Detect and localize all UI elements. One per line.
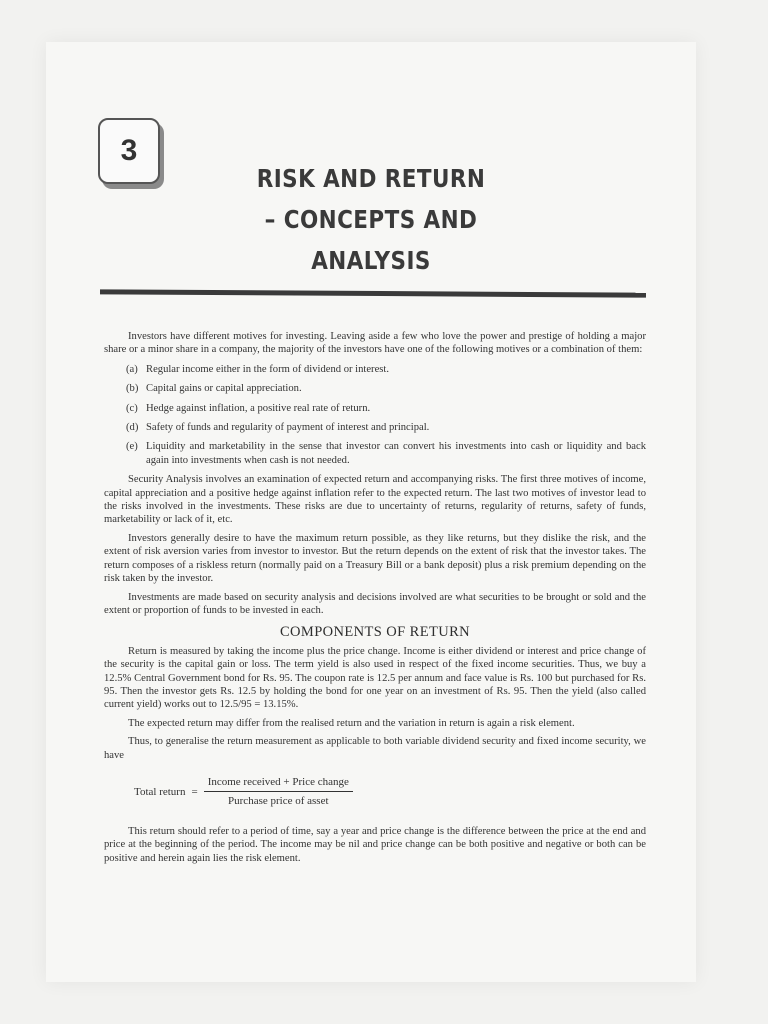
closing-paragraph: This return should refer to a period of time, say a year and price change is the difference between the price at the end and price at the beginning of the period. The income may be nil and price change can be both positive and negative or both can be positive and herein again lies the risk element. <box>104 825 646 864</box>
chapter-number: 3 <box>120 134 138 167</box>
list-item-text: Safety of funds and regularity of payment of interest and principal. <box>146 422 430 434</box>
chapter-title-line: – CONCEPTS AND <box>264 205 478 234</box>
paragraph: The expected return may differ from the realised return and the variation in return is again a risk element. <box>128 717 575 729</box>
motives-list <box>104 363 646 467</box>
chapter-title <box>255 158 487 281</box>
list-marker: (a) <box>126 363 138 375</box>
list-marker: (c) <box>126 402 138 414</box>
chapter-number-box <box>98 118 160 184</box>
intro-paragraph: Investors have different motives for investing. Leaving aside a few who love the power and prestige of holding a major share or a minor share in a company, the majority of the investors have one of the following motives or a combination of them: <box>104 331 646 356</box>
list-marker: (d) <box>126 422 139 434</box>
formula-lhs: Total return <box>134 785 186 798</box>
chapter-body <box>104 330 646 870</box>
chapter-title-line: ANALYSIS <box>311 246 431 275</box>
list-item <box>126 402 646 415</box>
list-item-text: Hedge against inflation, a positive real rate of return. <box>146 402 371 414</box>
list-marker: (b) <box>126 383 139 395</box>
total-return-formula <box>134 776 646 809</box>
list-item <box>126 382 646 395</box>
formula-numerator: Income received + Price change <box>204 776 353 792</box>
list-item <box>126 440 646 467</box>
chapter-title-line: RISK AND RETURN <box>256 164 486 193</box>
list-item <box>126 363 646 376</box>
list-item <box>126 421 646 434</box>
formula-equals: = <box>191 785 198 798</box>
list-item-text: Capital gains or capital appreciation. <box>146 383 302 395</box>
list-item-text: Regular income either in the form of dividend or interest. <box>146 363 389 375</box>
list-marker: (e) <box>126 441 138 453</box>
formula-denominator: Purchase price of asset <box>228 795 329 808</box>
list-item-text: Liquidity and marketability in the sense that investor can convert his investments into cash or liquidity and back again into investments when cash is not needed. <box>146 441 646 466</box>
paragraph: Thus, to generalise the return measurement as applicable to both variable dividend security and fixed income security, we have <box>104 736 646 761</box>
paragraph: Return is measured by taking the income plus the price change. Income is either dividend or interest and price change of the security is the capital gain or loss. The term yield is also used in respect of the fixed income securities. Thus, we buy a 12.5% Central Government bond for Rs. 95. The coupon rate is 12.5 per annum and face value is Rs. 100 but purchased for Rs. 95. Then the investor gets Rs. 12.5 by holding the bond for one year on an investment of Rs. 95. Then the yield (also called current yield) works out to 12.5/95 = 13.15%. <box>104 645 646 711</box>
paragraph: Investments are made based on security analysis and decisions involved are what securities to be brought or sold and the extent or proportion of funds to be invested in each. <box>104 591 646 616</box>
formula-fraction <box>204 776 353 809</box>
paragraph: Investors generally desire to have the maximum return possible, as they like returns, but they dislike the risk, and the extent of risk aversion varies from investor to investor. But the return depends on the extent of risk that the investor takes. The return composes of a riskless return (normally paid on a Treasury Bill or a bank deposit) plus a risk premium depending on the risk taken by the investor. <box>104 532 646 585</box>
section-heading: COMPONENTS OF RETURN <box>279 624 471 641</box>
paragraph: Security Analysis involves an examination of expected return and accompanying risks. The first three motives of income, capital appreciation and a positive hedge against inflation refer to the expected return. The last two motives of investor lead to the risks involved in the investments. These risks are due to uncertainty of returns, regularity of returns, safety of funds, marketability or lack of it, etc. <box>104 474 646 526</box>
